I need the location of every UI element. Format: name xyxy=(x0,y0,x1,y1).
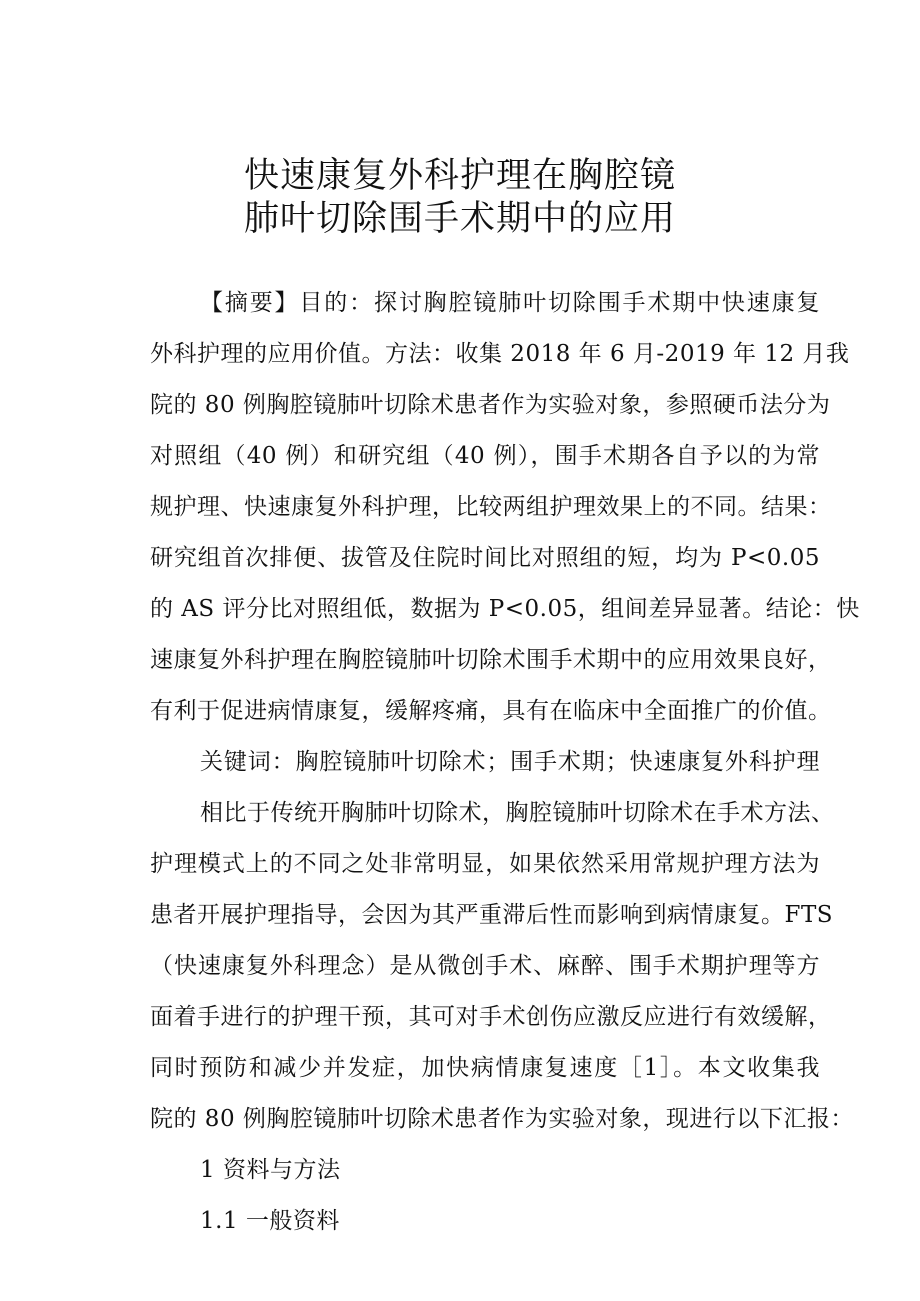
abstract-line: 研究组首次排便、拔管及住院时间比对照组的短，均为 P<0.05 xyxy=(150,545,820,571)
section-heading-1-1: 1.1 一般资料 xyxy=(200,1208,340,1234)
abstract-line: 有利于促进病情康复，缓解疼痛，具有在临床中全面推广的价值。 xyxy=(150,698,832,724)
abstract-line: 速康复外科护理在胸腔镜肺叶切除术围手术期中的应用效果良好， xyxy=(150,647,832,673)
intro-line: 同时预防和减少并发症，加快病情康复速度［1］。本文收集我 xyxy=(150,1055,820,1081)
abstract-line: 规护理、快速康复外科护理，比较两组护理效果上的不同。结果： xyxy=(150,494,832,520)
intro-line: 院的 80 例胸腔镜肺叶切除术患者作为实验对象，现进行以下汇报： xyxy=(150,1106,854,1132)
section-heading-1: 1 资料与方法 xyxy=(200,1157,341,1183)
abstract-line: 对照组（40 例）和研究组（40 例），围手术期各自予以的为常 xyxy=(150,443,820,469)
keywords-line: 关键词：胸腔镜肺叶切除术；围手术期；快速康复外科护理 xyxy=(200,749,820,775)
abstract-line: 外科护理的应用价值。方法：收集 2018 年 6 月-2019 年 12 月我 xyxy=(150,341,850,367)
abstract-line: 的 AS 评分比对照组低，数据为 P<0.05，组间差异显著。结论：快 xyxy=(150,596,860,622)
intro-line: （快速康复外科理念）是从微创手术、麻醉、围手术期护理等方 xyxy=(150,953,820,979)
paper-title-line-2: 肺叶切除围手术期中的应用 xyxy=(243,199,676,239)
intro-line: 相比于传统开胸肺叶切除术，胸腔镜肺叶切除术在手术方法、 xyxy=(200,800,835,826)
intro-line: 护理模式上的不同之处非常明显，如果依然采用常规护理方法为 xyxy=(150,851,820,877)
intro-line: 患者开展护理指导，会因为其严重滞后性而影响到病情康复。FTS xyxy=(150,902,834,928)
abstract-line: 【摘要】目的：探讨胸腔镜肺叶切除围手术期中快速康复 xyxy=(200,290,820,316)
intro-line: 面着手进行的护理干预，其可对手术创伤应激反应进行有效缓解， xyxy=(150,1004,832,1030)
paper-title-line-1: 快速康复外科护理在胸腔镜 xyxy=(243,156,676,196)
abstract-line: 院的 80 例胸腔镜肺叶切除术患者作为实验对象，参照硬币法分为 xyxy=(150,392,831,418)
